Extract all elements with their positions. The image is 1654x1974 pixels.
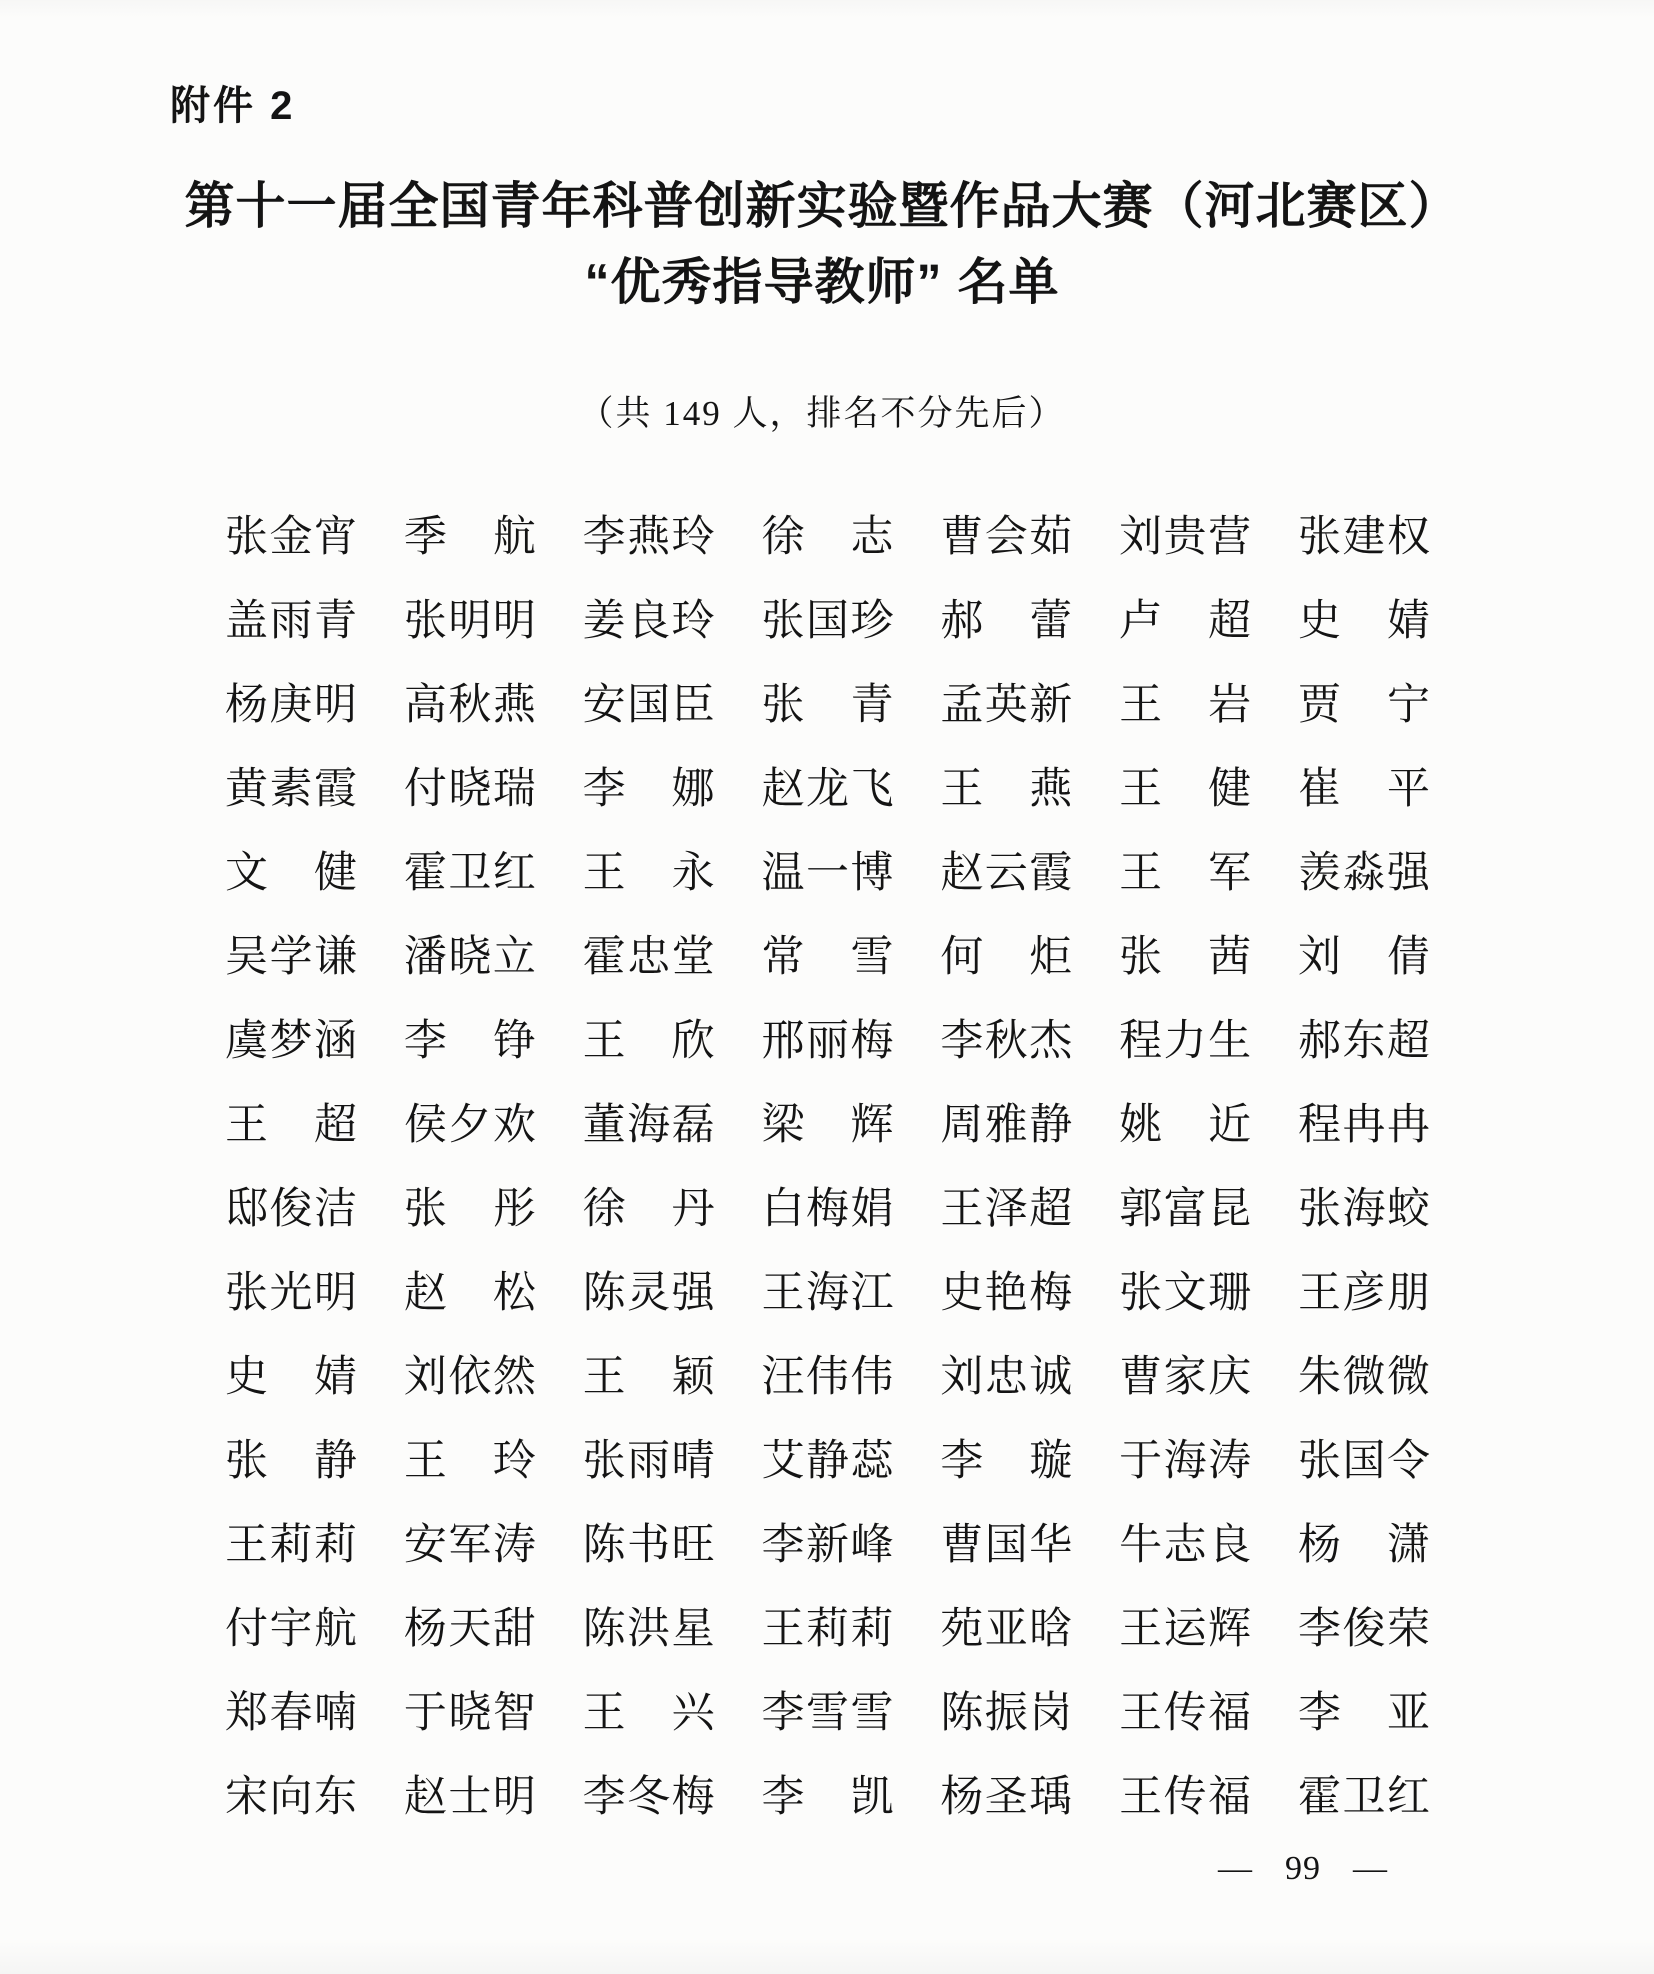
teacher-name: 杨圣瑀 (940, 1774, 1073, 1821)
teacher-name: 曹会茹 (940, 514, 1073, 561)
name-row (225, 766, 1430, 850)
teacher-name: 刘忠诚 (940, 1354, 1073, 1401)
teacher-name: 曹家庆 (1119, 1354, 1252, 1401)
teacher-name: 杨庚明 (225, 682, 357, 729)
teacher-name: 程冉冉 (1297, 1102, 1430, 1149)
teacher-name: 白梅娟 (761, 1186, 894, 1233)
teacher-name: 苑亚晗 (940, 1606, 1073, 1653)
teacher-name: 王兴 (582, 1690, 715, 1737)
teacher-name: 李娜 (582, 766, 715, 813)
teacher-name: 王超 (225, 1102, 357, 1149)
teacher-name: 贾宁 (1297, 682, 1430, 729)
name-row (225, 1690, 1430, 1774)
teacher-name: 王欣 (582, 1018, 715, 1065)
teacher-name: 曹国华 (940, 1522, 1073, 1569)
attachment-label: 附件 2 (170, 84, 296, 128)
teacher-name: 梁辉 (761, 1102, 894, 1149)
teacher-name: 张海蛟 (1297, 1186, 1430, 1233)
teacher-name: 付晓瑞 (403, 766, 536, 813)
teacher-name: 李新峰 (761, 1522, 894, 1569)
teacher-name-grid (225, 514, 1430, 1858)
count-note: （共 149 人，排名不分先后） (578, 394, 1066, 433)
teacher-name: 汪伟伟 (761, 1354, 894, 1401)
teacher-name: 崔平 (1297, 766, 1430, 813)
teacher-name: 陈灵强 (582, 1270, 715, 1317)
teacher-name: 王军 (1119, 850, 1252, 897)
teacher-name: 张雨晴 (582, 1438, 715, 1485)
teacher-name: 安国臣 (582, 682, 715, 729)
name-row (225, 1018, 1430, 1102)
teacher-name: 杨潇 (1297, 1522, 1430, 1569)
teacher-name: 李冬梅 (582, 1774, 715, 1821)
teacher-name: 李秋杰 (940, 1018, 1073, 1065)
name-row (225, 934, 1430, 1018)
teacher-name: 董海磊 (582, 1102, 715, 1149)
teacher-name: 孟英新 (940, 682, 1073, 729)
teacher-name: 程力生 (1119, 1018, 1252, 1065)
teacher-name: 侯夕欢 (403, 1102, 536, 1149)
teacher-name: 王运辉 (1119, 1606, 1252, 1653)
teacher-name: 郑春喃 (225, 1690, 357, 1737)
teacher-name: 于晓智 (403, 1690, 536, 1737)
teacher-name: 李璇 (940, 1438, 1073, 1485)
teacher-name: 何炬 (940, 934, 1073, 981)
teacher-name: 羡淼强 (1297, 850, 1430, 897)
teacher-name: 王莉莉 (761, 1606, 894, 1653)
teacher-name: 卢超 (1119, 598, 1252, 645)
teacher-name: 宋向东 (225, 1774, 357, 1821)
teacher-name: 赵士明 (403, 1774, 536, 1821)
teacher-name: 李雪雪 (761, 1690, 894, 1737)
teacher-name: 潘晓立 (403, 934, 536, 981)
teacher-name: 王传福 (1119, 1690, 1252, 1737)
name-row (225, 1606, 1430, 1690)
teacher-name: 张建权 (1297, 514, 1430, 561)
teacher-name: 安军涛 (403, 1522, 536, 1569)
teacher-name: 刘依然 (403, 1354, 536, 1401)
teacher-name: 霍忠堂 (582, 934, 715, 981)
page-number-left-dash: — (1218, 1850, 1253, 1887)
teacher-name: 郝东超 (1297, 1018, 1430, 1065)
teacher-name: 张静 (225, 1438, 357, 1485)
teacher-name: 陈书旺 (582, 1522, 715, 1569)
teacher-name: 高秋燕 (403, 682, 536, 729)
teacher-name: 王泽超 (940, 1186, 1073, 1233)
name-row (225, 1186, 1430, 1270)
teacher-name: 付宇航 (225, 1606, 357, 1653)
teacher-name: 陈振岗 (940, 1690, 1073, 1737)
teacher-name: 赵云霞 (940, 850, 1073, 897)
page-number-value: 99 (1285, 1850, 1321, 1887)
teacher-name: 赵松 (403, 1270, 536, 1317)
teacher-name: 王永 (582, 850, 715, 897)
teacher-name: 赵龙飞 (761, 766, 894, 813)
teacher-name: 刘倩 (1297, 934, 1430, 981)
teacher-name: 李燕玲 (582, 514, 715, 561)
teacher-name: 郭富昆 (1119, 1186, 1252, 1233)
teacher-name: 牛志良 (1119, 1522, 1252, 1569)
teacher-name: 盖雨青 (225, 598, 357, 645)
teacher-name: 李铮 (403, 1018, 536, 1065)
name-row (225, 514, 1430, 598)
teacher-name: 张国令 (1297, 1438, 1430, 1485)
teacher-name: 徐志 (761, 514, 894, 561)
teacher-name: 霍卫红 (403, 850, 536, 897)
teacher-name: 季航 (403, 514, 536, 561)
name-row (225, 1522, 1430, 1606)
title-line-1: 第十一届全国青年科普创新实验暨作品大赛（河北赛区） (184, 178, 1460, 234)
name-row (225, 1354, 1430, 1438)
name-row (225, 1774, 1430, 1858)
teacher-name: 刘贵营 (1119, 514, 1252, 561)
teacher-name: 张明明 (403, 598, 536, 645)
page-number-right-dash: — (1353, 1850, 1388, 1887)
teacher-name: 张国珍 (761, 598, 894, 645)
teacher-name: 吴学谦 (225, 934, 357, 981)
teacher-name: 王健 (1119, 766, 1252, 813)
teacher-name: 李亚 (1297, 1690, 1430, 1737)
teacher-name: 杨天甜 (403, 1606, 536, 1653)
teacher-name: 李俊荣 (1297, 1606, 1430, 1653)
teacher-name: 朱微微 (1297, 1354, 1430, 1401)
teacher-name: 陈洪星 (582, 1606, 715, 1653)
teacher-name: 张文珊 (1119, 1270, 1252, 1317)
teacher-name: 王海江 (761, 1270, 894, 1317)
teacher-name: 邢丽梅 (761, 1018, 894, 1065)
teacher-name: 姜良玲 (582, 598, 715, 645)
teacher-name: 姚近 (1119, 1102, 1252, 1149)
name-row (225, 1438, 1430, 1522)
teacher-name: 徐丹 (582, 1186, 715, 1233)
name-row (225, 1102, 1430, 1186)
teacher-name: 王彦朋 (1297, 1270, 1430, 1317)
teacher-name: 艾静蕊 (761, 1438, 894, 1485)
teacher-name: 王玲 (403, 1438, 536, 1485)
teacher-name: 史婧 (1297, 598, 1430, 645)
teacher-name: 常雪 (761, 934, 894, 981)
teacher-name: 王传福 (1119, 1774, 1252, 1821)
name-row (225, 850, 1430, 934)
document-title (0, 168, 1644, 320)
teacher-name: 史婧 (225, 1354, 357, 1401)
teacher-name: 王颖 (582, 1354, 715, 1401)
teacher-name: 温一博 (761, 850, 894, 897)
teacher-name: 文健 (225, 850, 357, 897)
teacher-name: 张青 (761, 682, 894, 729)
teacher-name: 王莉莉 (225, 1522, 357, 1569)
teacher-name: 邸俊洁 (225, 1186, 357, 1233)
page-number (1218, 1850, 1388, 1888)
teacher-name: 虞梦涵 (225, 1018, 357, 1065)
teacher-name: 黄素霞 (225, 766, 357, 813)
teacher-name: 王燕 (940, 766, 1073, 813)
teacher-name: 史艳梅 (940, 1270, 1073, 1317)
name-row (225, 682, 1430, 766)
teacher-name: 王岩 (1119, 682, 1252, 729)
title-line-2: “优秀指导教师” 名单 (584, 254, 1060, 310)
teacher-name: 张金宵 (225, 514, 357, 561)
teacher-name: 郝蕾 (940, 598, 1073, 645)
name-row (225, 1270, 1430, 1354)
teacher-name: 张茜 (1119, 934, 1252, 981)
teacher-name: 李凯 (761, 1774, 894, 1821)
teacher-name: 霍卫红 (1297, 1774, 1430, 1821)
teacher-name: 张光明 (225, 1270, 357, 1317)
name-row (225, 598, 1430, 682)
teacher-name: 周雅静 (940, 1102, 1073, 1149)
teacher-name: 于海涛 (1119, 1438, 1252, 1485)
teacher-name: 张彤 (403, 1186, 536, 1233)
